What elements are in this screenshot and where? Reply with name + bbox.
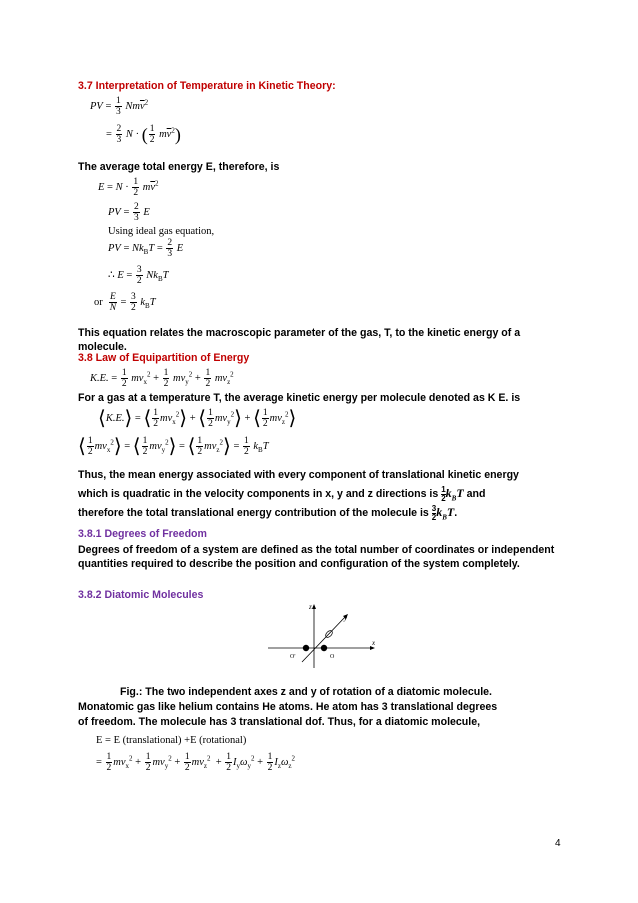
- paragraph-mean-energy-line2: which is quadratic in the velocity components in x, y and z directions is $\frac{1}{2}$ $k_BT$ and: [78, 484, 486, 503]
- equation-pv-1: PV = $\frac{1}{3}$ $Nm\overline{v}^2$: [90, 96, 149, 117]
- or-label: or: [94, 296, 103, 308]
- text-using-ideal-gas: Using ideal gas equation,: [108, 226, 215, 237]
- equation-pv-2: = $\frac{2}{3}$ N · ( $\frac{1}{2}$ $m\overline{v}^2$): [106, 124, 181, 145]
- equation-equal-components: ⟨ $\frac{1}{2}$ $mv_x^2⟩$ = ⟨ $\frac{1}{2}$ $mv_y^2⟩$ = ⟨ $\frac{1}{2}$ $mv_z^2⟩$ = $\frac{1}{2}$ $k_BT$: [78, 435, 269, 458]
- equation-e-over-n: or $\frac{E}{N}$ = $\frac{3}{2}$ $k_BT$: [94, 292, 156, 313]
- equation-e-1: E = N · $\frac{1}{2}$ $m\overline{v}^2$: [98, 177, 159, 198]
- section-3-7-heading: 3.7 Interpretation of Temperature in Kinetic Theory:: [78, 80, 336, 92]
- equation-ke-components: K.E. = $\frac{1}{2}$ $mv_x^2$ + $\frac{1}{2}$ $mv_y^2$ + $\frac{1}{2}$ $mv_z^2$: [90, 368, 234, 389]
- equation-energy-split: E = E (translational) +E (rotational): [96, 735, 247, 746]
- diatomic-molecule-diagram: [262, 600, 382, 670]
- equation-avg-ke: ⟨K.E.⟩ = ⟨ $\frac{1}{2}$ $mv_x^2⟩$ + ⟨ $\frac{1}{2}$ $mv_y^2⟩$ + ⟨ $\frac{1}{2}$ $mv_z^2⟩$: [98, 407, 297, 430]
- mean-energy-text-3a: therefore the total translational energy contribution of the molecule is: [78, 507, 429, 519]
- mean-energy-text-2a: which is quadratic in the velocity components in x, y and z directions is: [78, 488, 439, 500]
- paragraph-average-energy: The average total energy E, therefore, is: [78, 161, 280, 173]
- z-axis-label: z: [309, 603, 312, 611]
- paragraph-gas-temperature: For a gas at a temperature T, the average kinetic energy per molecule denoted as K E. is: [78, 392, 521, 404]
- o-prime-label: O': [290, 654, 296, 660]
- atom-left: [303, 645, 309, 651]
- section-3-8-2-heading: 3.8.2 Diatomic Molecules: [78, 589, 204, 601]
- paragraph-dof-definition: Degrees of freedom of a system are defined as the total number of coordinates or independent quantities required to describe the position and configuration of the system completely.: [78, 544, 555, 570]
- equation-therefore-e: ∴ E = $\frac{3}{2}$ $Nk_BT$: [108, 265, 169, 286]
- paragraph-relates: This equation relates the macroscopic parameter of the gas, T, to the kinetic energy of a molecule.: [78, 327, 521, 353]
- y-axis-label: y: [344, 614, 348, 622]
- o-label: O: [330, 654, 335, 660]
- section-3-8-1-heading: 3.8.1 Degrees of Freedom: [78, 528, 207, 540]
- paragraph-monatomic-line2: of freedom. The molecule has 3 translational dof. Thus, for a diatomic molecule,: [78, 716, 481, 728]
- z-axis-arrow: [312, 604, 316, 609]
- mean-energy-text-2b: and: [466, 488, 486, 500]
- equation-pv-nkt: PV = $Nk_BT$ = $\frac{2}{3}$ E: [108, 238, 184, 259]
- mean-energy-text-3b: .: [454, 507, 458, 519]
- x-axis-label: x: [372, 639, 376, 647]
- equation-energy-expanded: = $\frac{1}{2}$ $mv_x^2$ + $\frac{1}{2}$ $mv_y^2$ + $\frac{1}{2}$ $mv_z^2$ + $\frac{1}{2}$ $I_y\omega_y^2$ + $\frac{1}{2}$ $I_z\omega_z^2$: [96, 752, 296, 773]
- paragraph-mean-energy-line3: therefore the total translational energy contribution of the molecule is $\frac{3}{2}$ $k_BT$.: [78, 503, 458, 522]
- atom-right: [321, 645, 327, 651]
- page-number: 4: [555, 838, 561, 849]
- figure-caption: Fig.: The two independent axes z and y of rotation of a diatomic molecule.: [120, 686, 492, 698]
- y-axis-line: [302, 616, 346, 662]
- paragraph-monatomic-line1: Monatomic gas like helium contains He atoms. He atom has 3 translational degrees: [78, 701, 498, 713]
- paragraph-mean-energy-line1: Thus, the mean energy associated with every component of translational kinetic energy: [78, 469, 519, 481]
- equation-pv-e: PV = $\frac{2}{3}$ E: [108, 202, 150, 223]
- section-3-8-heading: 3.8 Law of Equipartition of Energy: [78, 352, 250, 364]
